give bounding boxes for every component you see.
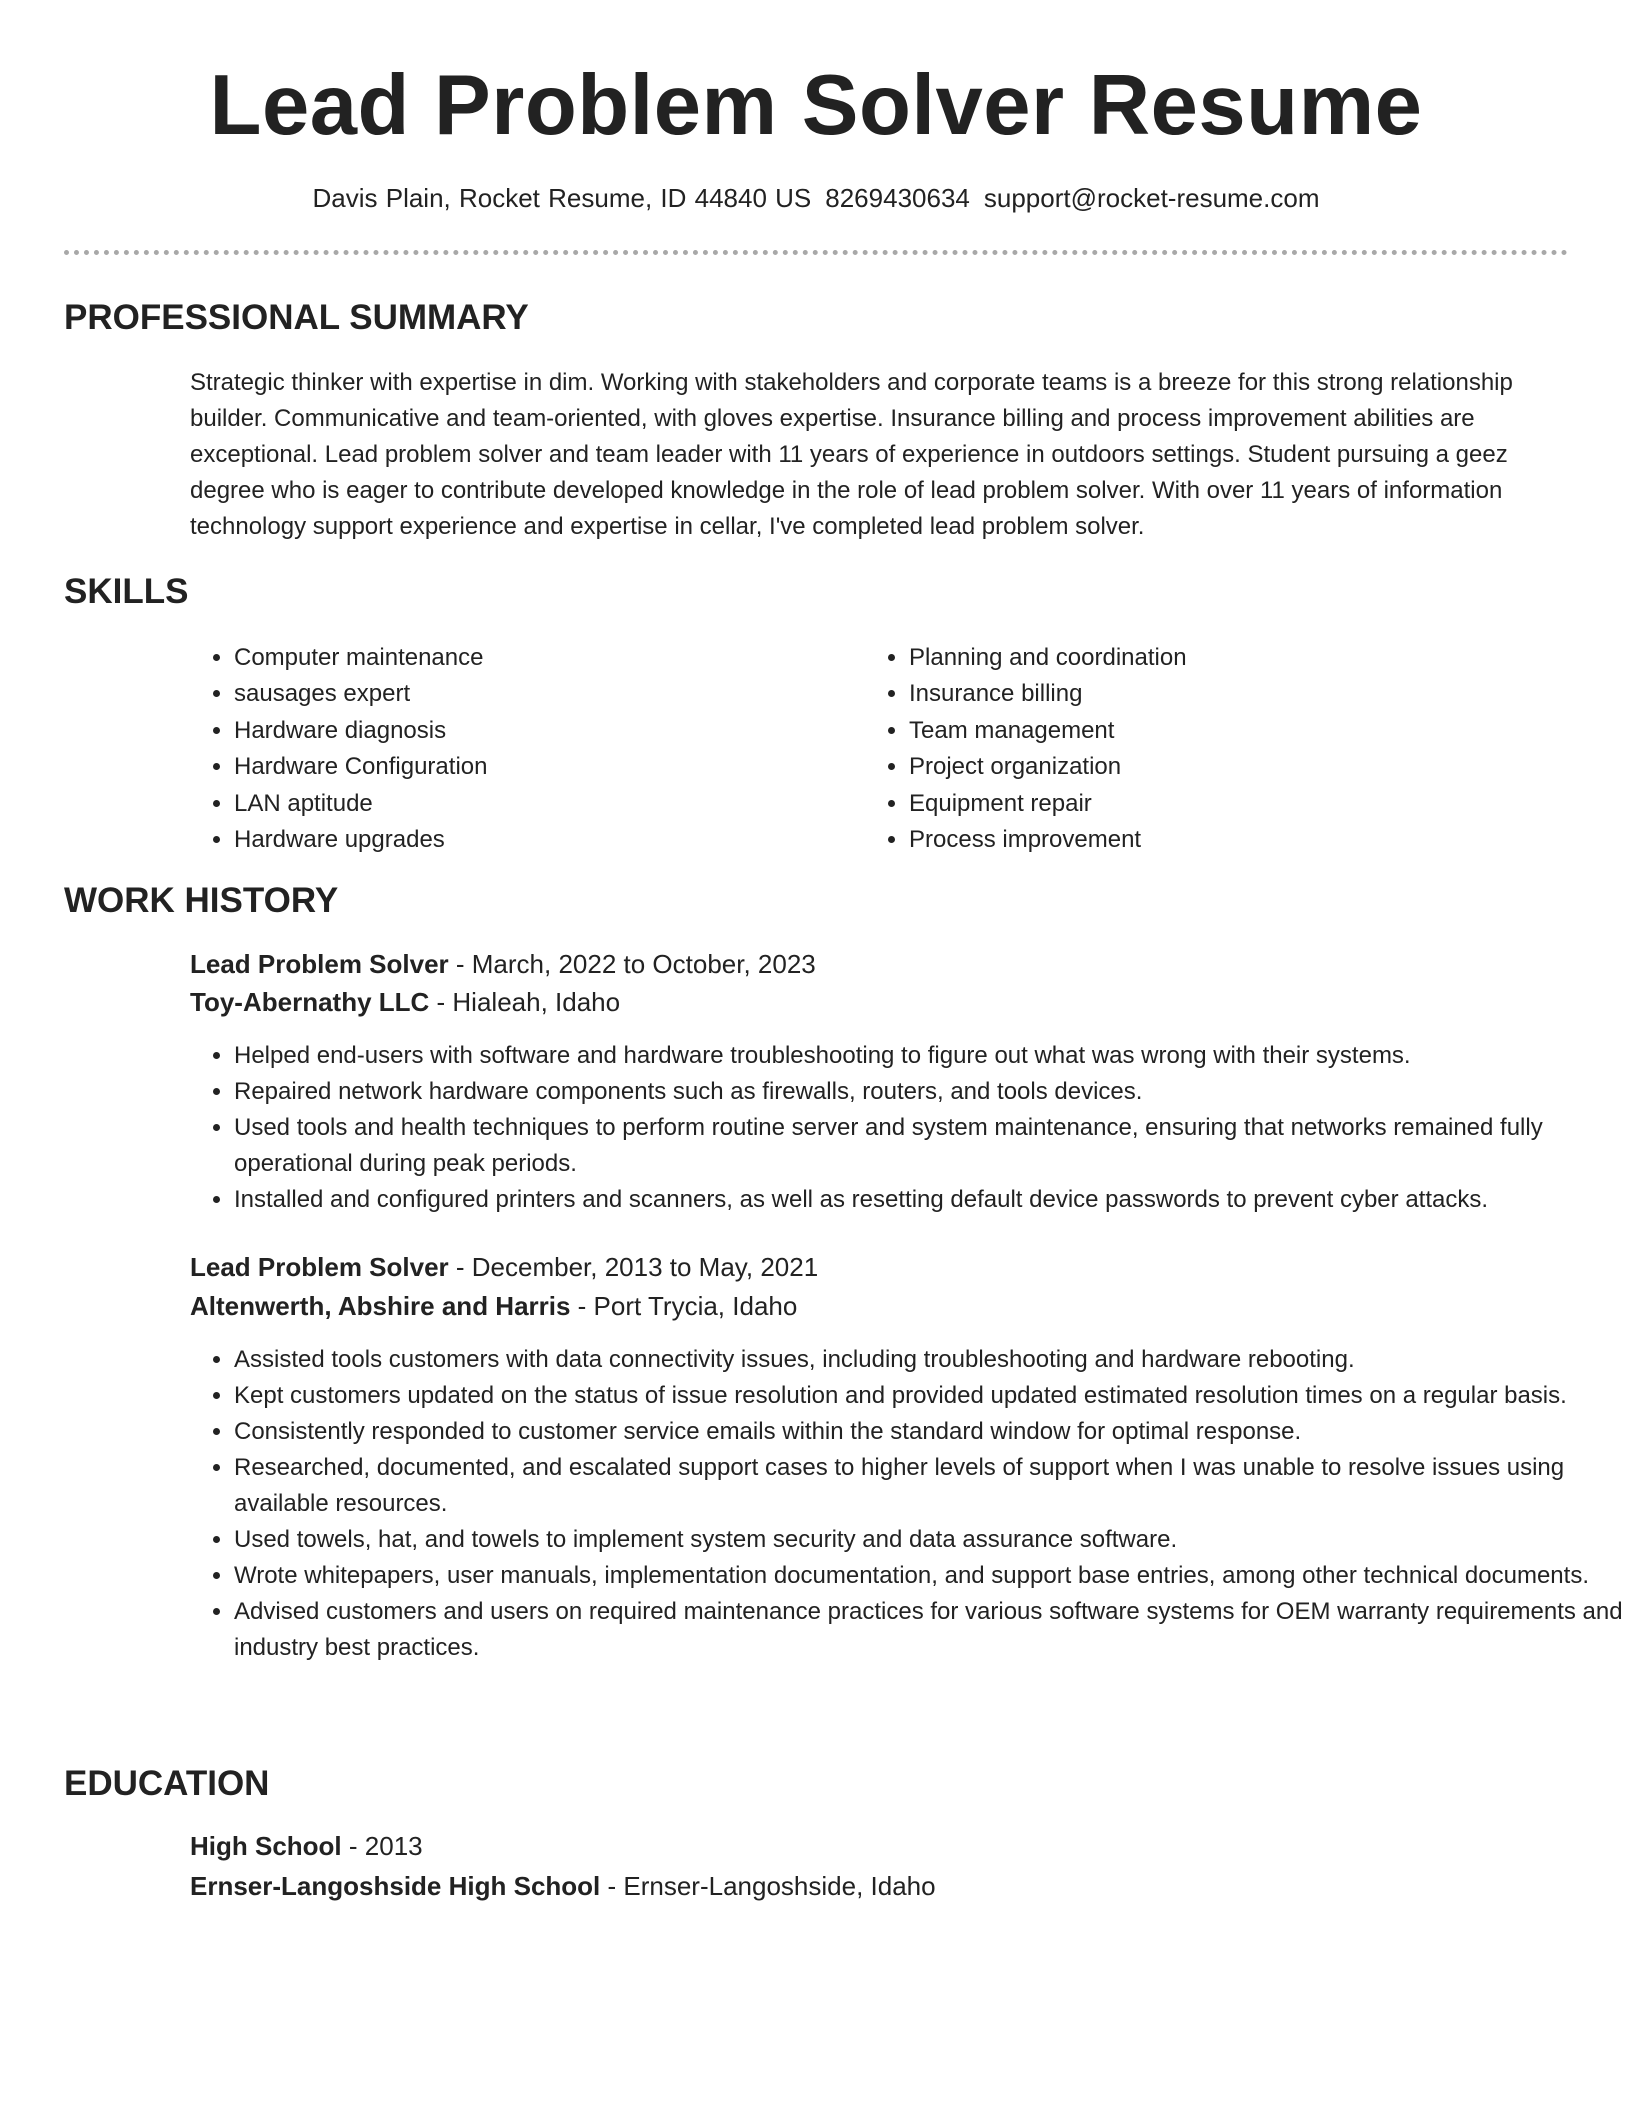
education-year: - 2013	[341, 1831, 423, 1861]
education-degree-line	[190, 1827, 423, 1865]
job-title: Lead Problem Solver	[190, 1252, 449, 1282]
job-company: Altenwerth, Abshire and Harris	[190, 1291, 571, 1321]
duty-item: • Used tools and health techniques to perform routine server and system maintenance, ensuring that networks remained fully operational during peak periods.	[234, 1110, 1629, 1182]
duty-item: • Helped end-users with software and hardware troubleshooting to figure out what was wrong with their systems.	[234, 1038, 1629, 1074]
duty-item: • Assisted tools customers with data connectivity issues, including troubleshooting and hardware rebooting.	[234, 1342, 1629, 1378]
duty-item: • Wrote whitepapers, user manuals, implementation documentation, and support base entries, among other technical documents.	[234, 1558, 1629, 1594]
duty-item: • Repaired network hardware components such as firewalls, routers, and tools devices.	[234, 1074, 1629, 1110]
duty-item: • Consistently responded to customer service emails within the standard window for optimal response.	[234, 1414, 1629, 1450]
skill-item: • LAN aptitude	[234, 786, 487, 822]
job-company-line	[190, 1287, 797, 1325]
summary-text: Strategic thinker with expertise in dim. Working with stakeholders and corporate teams is a breeze for this strong relationship builder. Communicative and team-oriented, with gloves expertise. Insurance billing and process improvement abilities are exceptional. Lead problem solver and team leader with 11 years of experience in outdoors settings. Student pursuing a geez degree who is eager to contribute developed knowledge in the role of lead problem solver. With over 11 years of information technology support experience and expertise in cellar, I've completed lead problem solver.	[190, 369, 1513, 540]
skill-item: • Hardware upgrades	[234, 822, 487, 858]
education-school: Ernser-Langoshside High School	[190, 1871, 601, 1901]
skills-heading: SKILLS	[64, 572, 189, 611]
job-dates: - December, 2013 to May, 2021	[448, 1252, 819, 1282]
skill-item: • Computer maintenance	[234, 640, 487, 676]
skill-item: • Planning and coordination	[909, 640, 1187, 676]
contact-line	[0, 180, 1632, 216]
job-location: - Hialeah, Idaho	[429, 987, 621, 1017]
skill-item: • Team management	[909, 713, 1187, 749]
job-duties-list	[190, 1342, 1629, 1666]
job-location: - Port Trycia, Idaho	[570, 1291, 798, 1321]
duty-item: • Advised customers and users on required maintenance practices for various software systems for OEM warranty requirements and industry best practices.	[234, 1594, 1629, 1666]
job-company: Toy-Abernathy LLC	[190, 987, 430, 1017]
skill-item: • Process improvement	[909, 822, 1187, 858]
education-school-line	[190, 1867, 936, 1905]
summary-heading: PROFESSIONAL SUMMARY	[64, 298, 529, 337]
job-title-line	[190, 945, 816, 983]
skill-item: • Hardware Configuration	[234, 749, 487, 785]
education-degree: High School	[190, 1831, 342, 1861]
skills-list-left	[190, 640, 487, 858]
contact-phone: 8269430634	[825, 183, 970, 213]
duty-item: • Used towels, hat, and towels to implement system security and data assurance software.	[234, 1522, 1629, 1558]
contact-address: Davis Plain, Rocket Resume, ID 44840 US	[312, 183, 812, 213]
skills-list-right	[865, 640, 1187, 858]
job-company-line	[190, 983, 620, 1021]
duty-item: • Kept customers updated on the status of issue resolution and provided updated estimated resolution times on a regular basis.	[234, 1378, 1629, 1414]
contact-email: support@rocket-resume.com	[983, 183, 1320, 213]
skill-item: • sausages expert	[234, 676, 487, 712]
resume-title: Lead Problem Solver Resume	[209, 58, 1423, 153]
job-title-line	[190, 1248, 818, 1286]
skill-item: • Equipment repair	[909, 786, 1187, 822]
work-heading: WORK HISTORY	[64, 881, 339, 920]
duty-item: • Installed and configured printers and scanners, as well as resetting default device passwords to prevent cyber attacks.	[234, 1182, 1629, 1218]
skill-item: • Project organization	[909, 749, 1187, 785]
education-location: - Ernser-Langoshside, Idaho	[600, 1871, 936, 1901]
job-dates: - March, 2022 to October, 2023	[448, 949, 816, 979]
skill-item: • Hardware diagnosis	[234, 713, 487, 749]
job-title: Lead Problem Solver	[190, 949, 449, 979]
education-heading: EDUCATION	[64, 1764, 270, 1803]
duty-item: • Researched, documented, and escalated support cases to higher levels of support when I was unable to resolve issues using available resources.	[234, 1450, 1629, 1522]
header-divider	[64, 250, 1568, 255]
job-duties-list	[190, 1038, 1629, 1218]
skill-item: • Insurance billing	[909, 676, 1187, 712]
